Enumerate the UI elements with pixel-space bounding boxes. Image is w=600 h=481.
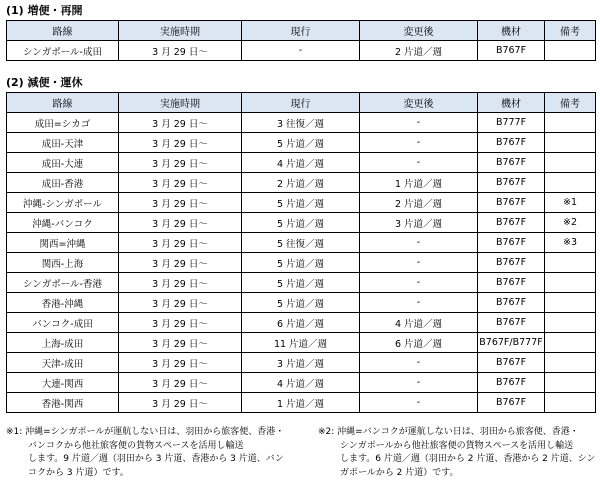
cell-remarks: [545, 393, 596, 413]
cell-current: 6 片道／週: [242, 313, 360, 333]
header-aircraft: 機材: [478, 21, 545, 41]
table-row: [7, 393, 596, 413]
cell-after-change: -: [360, 233, 478, 253]
table-row: [7, 113, 596, 133]
cell-period: 3 月 29 日～: [119, 113, 242, 133]
header-after-change: 変更後: [360, 21, 478, 41]
cell-after-change: 2 片道／週: [360, 41, 478, 61]
cell-remarks: ※2: [545, 213, 596, 233]
header-route: 路線: [7, 21, 119, 41]
cell-after-change: -: [360, 153, 478, 173]
cell-current: 5 片道／週: [242, 193, 360, 213]
cell-aircraft: B767F: [478, 193, 545, 213]
cell-remarks: [545, 133, 596, 153]
cell-after-change: 2 片道／週: [360, 193, 478, 213]
cell-remarks: [545, 41, 596, 61]
header-period: 実施時期: [119, 93, 242, 113]
footnote-line: コクから 3 片道）です。: [28, 467, 129, 478]
cell-remarks: [545, 273, 596, 293]
cell-period: 3 月 29 日～: [119, 213, 242, 233]
cell-after-change: -: [360, 293, 478, 313]
cell-remarks: [545, 353, 596, 373]
table-row: [7, 41, 596, 61]
cell-route: 成田=シカゴ: [7, 113, 119, 133]
cell-route: 上海-成田: [7, 333, 119, 353]
footnote-line: ガポールから 2 片道）です。: [340, 467, 459, 478]
cell-current: 3 片道／週: [242, 353, 360, 373]
cell-period: 3 月 29 日～: [119, 373, 242, 393]
cell-route: 香港-沖縄: [7, 293, 119, 313]
cell-after-change: 6 片道／週: [360, 333, 478, 353]
cell-aircraft: B767F: [478, 273, 545, 293]
cell-remarks: ※3: [545, 233, 596, 253]
header-route: 路線: [7, 93, 119, 113]
cell-remarks: [545, 153, 596, 173]
cell-after-change: -: [360, 133, 478, 153]
cell-period: 3 月 29 日～: [119, 313, 242, 333]
cell-route: 関西-上海: [7, 253, 119, 273]
cell-aircraft: B767F: [478, 233, 545, 253]
cell-current: 5 片道／週: [242, 273, 360, 293]
cell-after-change: 1 片道／週: [360, 173, 478, 193]
cell-current: -: [242, 41, 360, 61]
cell-aircraft: B767F: [478, 393, 545, 413]
table-row: [7, 293, 596, 313]
cell-current: 5 片道／週: [242, 253, 360, 273]
cell-aircraft: B767F: [478, 133, 545, 153]
cell-current: 4 片道／週: [242, 373, 360, 393]
cell-period: 3 月 29 日～: [119, 253, 242, 273]
table-row: [7, 193, 596, 213]
table-row: [7, 153, 596, 173]
cell-route: バンコク-成田: [7, 313, 119, 333]
cell-remarks: [545, 293, 596, 313]
footnote-1: [6, 426, 296, 480]
header-period: 実施時期: [119, 21, 242, 41]
header-after-change: 変更後: [360, 93, 478, 113]
cell-remarks: [545, 113, 596, 133]
cell-after-change: 4 片道／週: [360, 313, 478, 333]
cell-period: 3 月 29 日～: [119, 393, 242, 413]
cell-period: 3 月 29 日～: [119, 153, 242, 173]
cell-current: 5 往復／週: [242, 233, 360, 253]
footnote-line: シンガポールから他社旅客便の貨物スペースを活用し輸送: [340, 440, 574, 451]
cell-aircraft: B767F: [478, 213, 545, 233]
footnote-line: バンコクから他社旅客便の貨物スペースを活用し輸送: [28, 440, 244, 451]
cell-period: 3 月 29 日～: [119, 353, 242, 373]
cell-route: 成田-香港: [7, 173, 119, 193]
cell-period: 3 月 29 日～: [119, 173, 242, 193]
cell-route: 成田-天津: [7, 133, 119, 153]
table-row: [7, 353, 596, 373]
footnote-line: します。9 片道／週（羽田から 3 片道、香港から 3 片道、バン: [28, 454, 284, 464]
table-row: [7, 213, 596, 233]
cell-route: シンガポール-香港: [7, 273, 119, 293]
cell-route: 天津-成田: [7, 353, 119, 373]
cell-current: 11 片道／週: [242, 333, 360, 353]
cell-after-change: -: [360, 393, 478, 413]
cell-current: 1 片道／週: [242, 393, 360, 413]
cell-route: 香港-関西: [7, 393, 119, 413]
section1-table: [6, 20, 596, 61]
table-header-row: [7, 21, 596, 41]
cell-period: 3 月 29 日～: [119, 133, 242, 153]
cell-after-change: -: [360, 253, 478, 273]
table-header-row: [7, 93, 596, 113]
table-row: [7, 373, 596, 393]
cell-current: 4 片道／週: [242, 153, 360, 173]
header-remarks: 備考: [545, 21, 596, 41]
cell-route: シンガポール-成田: [7, 41, 119, 61]
cell-aircraft: B767F: [478, 313, 545, 333]
cell-period: 3 月 29 日～: [119, 233, 242, 253]
table-row: [7, 253, 596, 273]
cell-current: 5 片道／週: [242, 133, 360, 153]
cell-remarks: [545, 253, 596, 273]
cell-period: 3 月 29 日～: [119, 293, 242, 313]
cell-period: 3 月 29 日～: [119, 193, 242, 213]
cell-route: 大連-関西: [7, 373, 119, 393]
section2-table: [6, 92, 596, 413]
footnote-2: [318, 426, 598, 480]
cell-remarks: ※1: [545, 193, 596, 213]
footnote-line: ※1: 沖縄=シンガポールが運航しない日は、羽田から旅客便、香港・: [6, 427, 285, 437]
cell-after-change: -: [360, 113, 478, 133]
cell-aircraft: B767F: [478, 41, 545, 61]
table-row: [7, 233, 596, 253]
cell-route: 沖縄-シンガポール: [7, 193, 119, 213]
cell-current: 5 片道／週: [242, 213, 360, 233]
cell-period: 3 月 29 日～: [119, 333, 242, 353]
cell-aircraft: B767F: [478, 253, 545, 273]
cell-remarks: [545, 173, 596, 193]
cell-after-change: 3 片道／週: [360, 213, 478, 233]
cell-aircraft: B767F: [478, 353, 545, 373]
cell-current: 5 片道／週: [242, 293, 360, 313]
cell-aircraft: B767F: [478, 373, 545, 393]
table-row: [7, 313, 596, 333]
cell-period: 3 月 29 日～: [119, 273, 242, 293]
cell-after-change: -: [360, 373, 478, 393]
footnote-line: します。6 片道／週（羽田から 2 片道、香港から 2 片道、シン: [340, 454, 596, 464]
cell-route: 成田-大連: [7, 153, 119, 173]
cell-remarks: [545, 313, 596, 333]
cell-period: 3 月 29 日～: [119, 41, 242, 61]
cell-current: 2 片道／週: [242, 173, 360, 193]
cell-current: 3 往復／週: [242, 113, 360, 133]
cell-remarks: [545, 373, 596, 393]
section2-heading: (2) 減便・運休: [6, 76, 83, 89]
cell-aircraft: B767F/B777F: [478, 333, 545, 353]
cell-aircraft: B767F: [478, 153, 545, 173]
cell-after-change: -: [360, 353, 478, 373]
footnote-line: ※2: 沖縄=バンコクが運航しない日は、羽田から旅客便、香港・: [318, 427, 579, 437]
section1-heading: (1) 増便・再開: [6, 4, 83, 17]
cell-route: 関西=沖縄: [7, 233, 119, 253]
table-row: [7, 133, 596, 153]
table-row: [7, 273, 596, 293]
cell-aircraft: B777F: [478, 113, 545, 133]
header-current: 現行: [242, 93, 360, 113]
header-current: 現行: [242, 21, 360, 41]
cell-aircraft: B767F: [478, 293, 545, 313]
cell-aircraft: B767F: [478, 173, 545, 193]
cell-remarks: [545, 333, 596, 353]
cell-route: 沖縄-バンコク: [7, 213, 119, 233]
table-row: [7, 333, 596, 353]
header-aircraft: 機材: [478, 93, 545, 113]
cell-after-change: -: [360, 273, 478, 293]
header-remarks: 備考: [545, 93, 596, 113]
table-row: [7, 173, 596, 193]
